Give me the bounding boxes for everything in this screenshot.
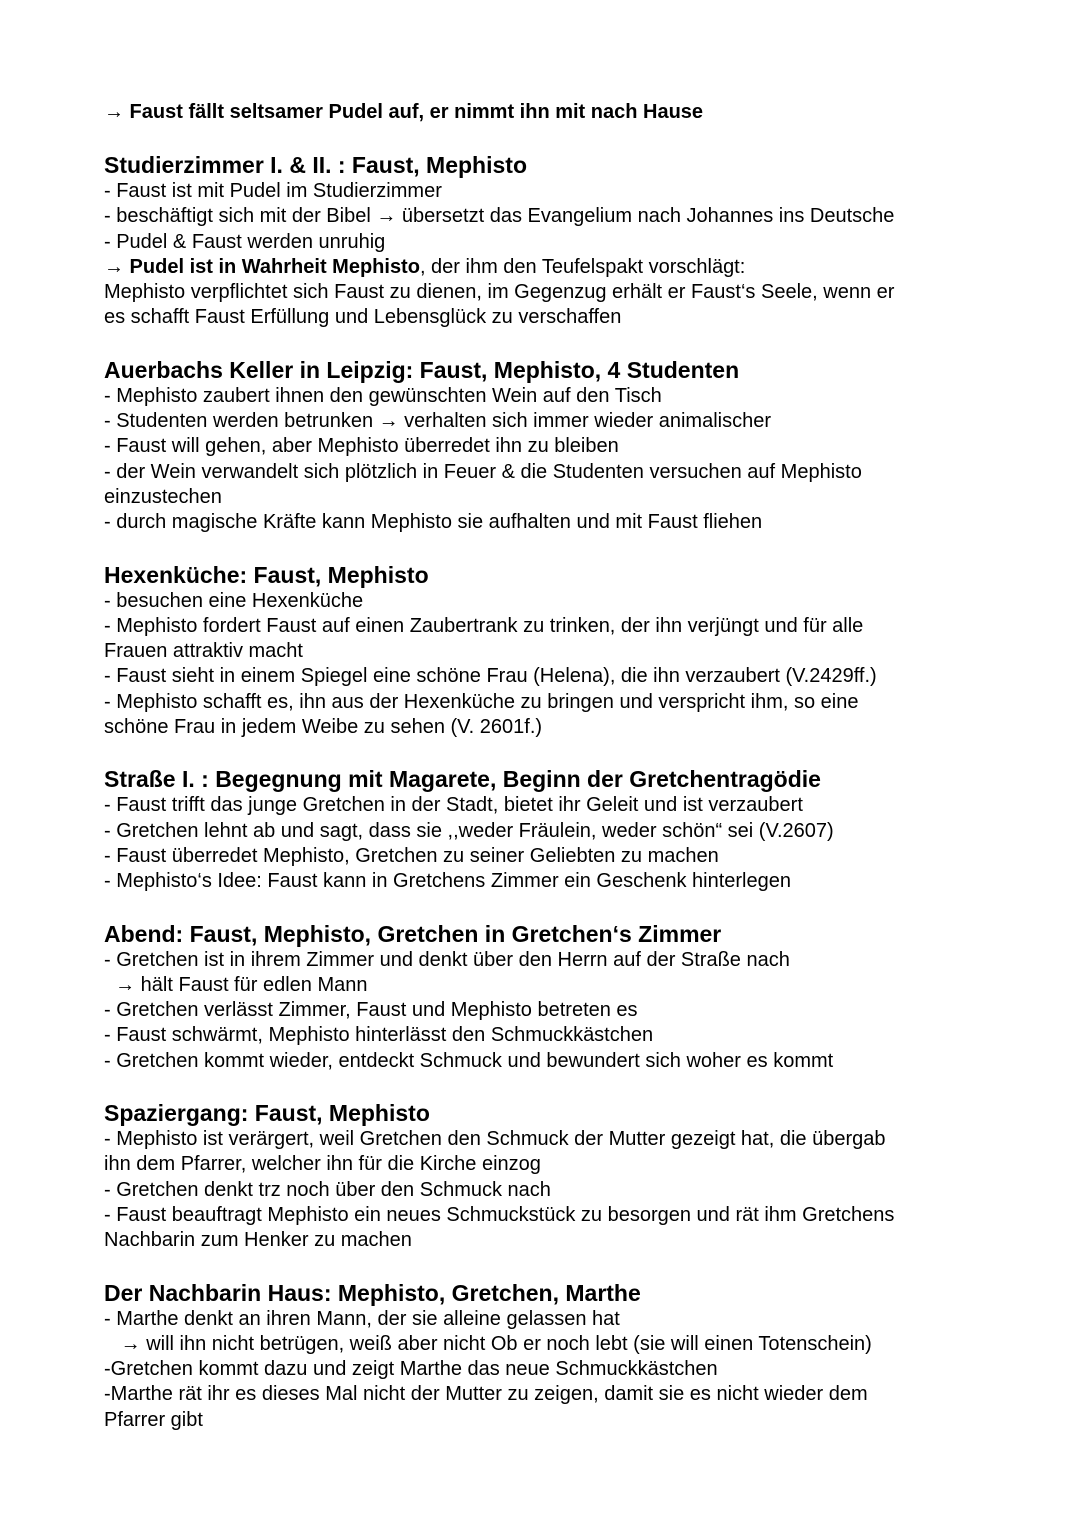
- highlight-rest-text: , der ihm den Teufelspakt vorschlägt:: [419, 255, 746, 278]
- section-line: - Mephisto schafft es, ihn aus der Hexenküche zu bringen und verspricht ihm, so eine: [104, 690, 859, 713]
- section-line: → will ihn nicht betrügen, weiß aber nicht Ob er noch lebt (sie will einen Totenschein): [104, 1332, 872, 1355]
- section-heading: Studierzimmer I. & II. : Faust, Mephisto: [104, 152, 527, 178]
- section-line: Nachbarin zum Henker zu machen: [104, 1229, 412, 1252]
- section-abend: [104, 921, 1004, 1074]
- section-strasse: [104, 766, 1004, 894]
- section-heading: Spaziergang: Faust, Mephisto: [104, 1100, 430, 1127]
- intro-line: → Faust fällt seltsamer Pudel auf, er nimmt ihn mit nach Hause: [104, 101, 704, 123]
- section-line: - Faust ist mit Pudel im Studierzimmer: [104, 180, 442, 202]
- section-line: - Mephisto fordert Faust auf einen Zaubertrank zu trinken, der ihn verjüngt und für alle: [104, 614, 864, 637]
- section-heading: Hexenküche: Faust, Mephisto: [104, 561, 429, 588]
- section-line: - Gretchen ist in ihrem Zimmer und denkt über den Herrn auf der Straße nach: [104, 948, 790, 971]
- section-spaziergang: [104, 1100, 1004, 1253]
- section-line: - der Wein verwandelt sich plötzlich in Feuer & die Studenten versuchen auf Mephisto: [104, 460, 862, 483]
- section-line: es schafft Faust Erfüllung und Lebensglück zu verschaffen: [104, 306, 622, 329]
- section-line: - Gretchen denkt trz noch über den Schmuck nach: [104, 1178, 551, 1201]
- document-page: [104, 100, 1004, 1459]
- section-line: - beschäftigt sich mit der Bibel → übersetzt das Evangelium nach Johannes ins Deutsche: [104, 205, 895, 228]
- section-line: - Pudel & Faust werden unruhig: [104, 230, 386, 253]
- highlight-line: [104, 255, 1004, 280]
- section-line: - Faust trifft das junge Gretchen in der Stadt, bietet ihr Geleit und ist verzaubert: [104, 794, 803, 817]
- section-line: - Studenten werden betrunken → verhalten sich immer wieder animalischer: [104, 410, 771, 433]
- section-line: - Gretchen kommt wieder, entdeckt Schmuck und bewundert sich woher es kommt: [104, 1049, 834, 1072]
- section-auerbachs-keller: [104, 357, 1004, 536]
- section-hexenkueche: [104, 562, 1004, 741]
- section-nachbarin-haus: [104, 1280, 1004, 1433]
- section-line: - Faust will gehen, aber Mephisto überredet ihn zu bleiben: [104, 435, 619, 458]
- section-line: schöne Frau in jedem Weibe zu sehen (V. 2601f.): [104, 716, 543, 739]
- section-line: - Mephisto ist verärgert, weil Gretchen den Schmuck der Mutter gezeigt hat, die übergab: [104, 1128, 886, 1151]
- section-heading: Auerbachs Keller in Leipzig: Faust, Mephisto, 4 Studenten: [104, 356, 740, 383]
- section-line: einzustechen: [104, 485, 222, 508]
- section-line: Frauen attraktiv macht: [104, 640, 303, 663]
- section-line: - Marthe denkt an ihren Mann, der sie alleine gelassen hat: [104, 1307, 620, 1330]
- section-heading: Straße I. : Begegnung mit Magarete, Beginn der Gretchentragödie: [104, 766, 821, 793]
- section-line: -Gretchen kommt dazu und zeigt Marthe das neue Schmuckkästchen: [104, 1358, 718, 1381]
- section-line: ihn dem Pfarrer, welcher ihn für die Kirche einzog: [104, 1153, 541, 1176]
- section-line: - Mephisto zaubert ihnen den gewünschten Wein auf den Tisch: [104, 384, 662, 407]
- section-line: Mephisto verpflichtet sich Faust zu dienen, im Gegenzug erhält er Faust‘s Seele, wenn er: [104, 281, 895, 304]
- section-line: - Faust beauftragt Mephisto ein neues Schmuckstück zu besorgen und rät ihm Gretchens: [104, 1203, 895, 1226]
- section-line: - Mephisto‘s Idee: Faust kann in Gretchens Zimmer ein Geschenk hinterlegen: [104, 870, 791, 893]
- section-line: - Faust schwärmt, Mephisto hinterlässt den Schmuckkästchen: [104, 1024, 654, 1047]
- section-line: -Marthe rät ihr es dieses Mal nicht der Mutter zu zeigen, damit sie es nicht wieder dem: [104, 1383, 868, 1406]
- highlight-bold-text: → Pudel ist in Wahrheit Mephisto: [104, 255, 420, 278]
- section-line: - Gretchen lehnt ab und sagt, dass sie ,,weder Fräulein, weder schön“ sei (V.2607): [104, 819, 834, 842]
- section-studierzimmer: [104, 152, 1004, 331]
- section-line: - Gretchen verlässt Zimmer, Faust und Mephisto betreten es: [104, 999, 638, 1022]
- section-heading: Abend: Faust, Mephisto, Gretchen in Gretchen‘s Zimmer: [104, 920, 722, 947]
- section-line: - Faust sieht in einem Spiegel eine schöne Frau (Helena), die ihn verzaubert (V.2429ff.): [104, 665, 877, 688]
- section-line: → hält Faust für edlen Mann: [104, 973, 368, 996]
- section-line: Pfarrer gibt: [104, 1408, 203, 1431]
- section-line: - durch magische Kräfte kann Mephisto sie aufhalten und mit Faust fliehen: [104, 511, 763, 534]
- section-line: - besuchen eine Hexenküche: [104, 589, 364, 612]
- section-line: - Faust überredet Mephisto, Gretchen zu seiner Geliebten zu machen: [104, 844, 719, 867]
- section-heading: Der Nachbarin Haus: Mephisto, Gretchen, Marthe: [104, 1279, 641, 1306]
